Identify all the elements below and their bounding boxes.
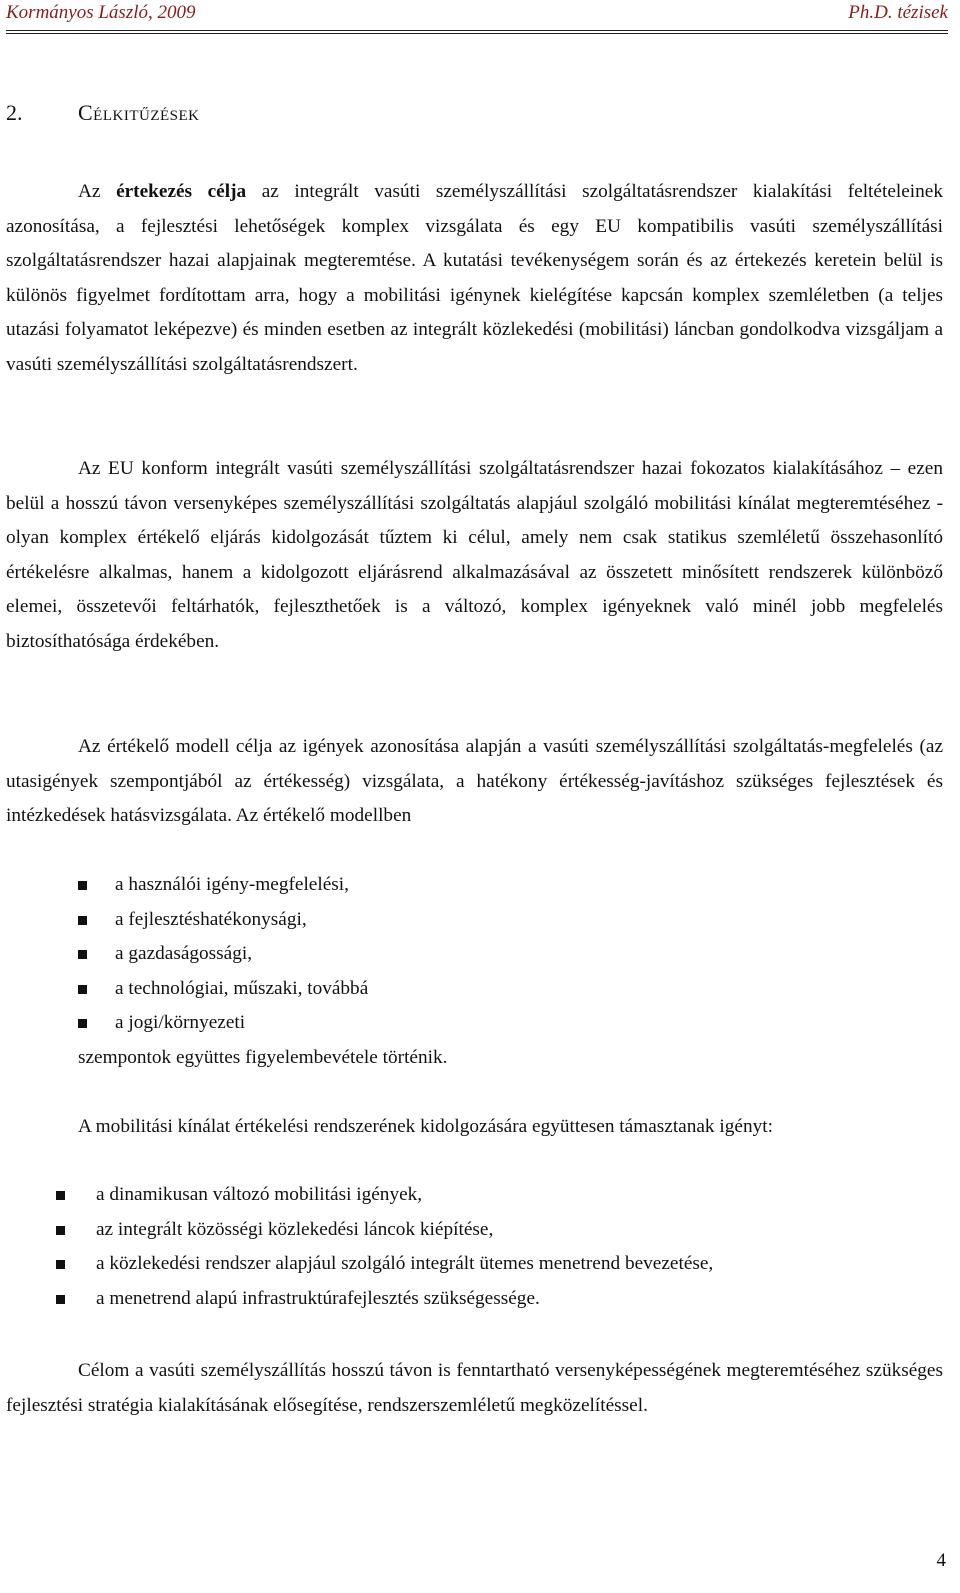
paragraph-evaluation-model: Az értékelő modell célja az igények azonosítása alapján a vasúti személyszállítási szolgáltatás-megfelelés (az utasigények szempontjából az értékesség) vizsgálata, a hatékony értékesség-javításhoz szükséges fejlesztések és intézkedések hatásvizsgálata. Az értékelő modellben [6, 736, 943, 826]
page-number: 4 [936, 1550, 946, 1571]
list-item: a használói igény-megfelelési, [78, 868, 368, 903]
square-bullet-icon [56, 1226, 65, 1235]
evaluation-aspects-list [78, 868, 368, 1041]
list-item: az integrált közösségi közlekedési láncok kiépítése, [56, 1213, 713, 1248]
page-header [6, 0, 954, 30]
square-bullet-icon [78, 950, 87, 959]
section-title: Célkitűzések [78, 100, 200, 125]
list-item: a fejlesztéshatékonysági, [78, 903, 368, 938]
square-bullet-icon [56, 1191, 65, 1200]
square-bullet-icon [78, 916, 87, 925]
paragraph-eu-conform: Az EU konform integrált vasúti személyszállítási szolgáltatásrendszer hazai fokozatos kialakításához – ezen belül a hosszú távon versenyképes személyszállítási szolgáltatás alapjául szolgáló mobilitási kínálat megteremtéséhez - olyan komplex értékelő eljárás kidolgozását tűztem ki célul, amely nem csak statikus szemléletű összehasonlító értékelésre alkalmas, hanem a kidolgozott eljárásrend alkalmazásával az összetett minősített rendszerek különböző elemei, összetevői feltárhatók, fejleszthetőek is a változó, komplex igényeknek való minél jobb megfelelés biztosíthatósága érdekében. [6, 458, 943, 652]
paragraph-goal: Célom a vasúti személyszállítás hosszú távon is fenntartható versenyképességének megteremtéséhez szükséges fejlesztési stratégia kialakításának elősegítése, rendszerszemléletű megközelítéssel. [6, 1360, 943, 1416]
evaluation-aspects-conclusion: szempontok együttes figyelembevétele történik. [78, 1047, 448, 1068]
requirements-list [56, 1178, 713, 1316]
square-bullet-icon [56, 1260, 65, 1269]
square-bullet-icon [78, 881, 87, 890]
paragraph-objective [6, 175, 943, 382]
list-item: a közlekedési rendszer alapjául szolgáló integrált ütemes menetrend bevezetése, [56, 1247, 713, 1282]
list-item: a technológiai, műszaki, továbbá [78, 972, 368, 1007]
paragraph-objective-lead: Az [78, 181, 117, 202]
section-heading [6, 100, 199, 126]
square-bullet-icon [78, 1019, 87, 1028]
paragraph-objective-text: az integrált vasúti személyszállítási szolgáltatásrendszer kialakítási feltételeinek azonosítása, a fejlesztési lehetőségek komplex vizsgálata és egy EU kompatibilis vasúti személyszállítási szolgáltatásrendszer hazai alapjainak megteremtése. A kutatási tevékenységem során és az értekezés keretein belül is különös figyelmet fordítottam arra, hogy a mobilitási igénynek kielégítése kapcsán komplex szemléletben (a teljes utazási folyamatot leképezve) és minden esetben az integrált közlekedési (mobilitási) láncban gondolkodva vizsgáljam a vasúti személyszállítási szolgáltatásrendszert. [6, 181, 943, 375]
header-doc-type: Ph.D. tézisek [848, 2, 948, 23]
list-item: a menetrend alapú infrastruktúrafejlesztés szükségessége. [56, 1282, 713, 1317]
square-bullet-icon [78, 985, 87, 994]
list-item: a gazdaságossági, [78, 937, 368, 972]
paragraph-objective-emphasis: értekezés célja [116, 181, 247, 202]
header-divider [6, 30, 948, 34]
square-bullet-icon [56, 1295, 65, 1304]
list-item: a jogi/környezeti [78, 1006, 368, 1041]
list-item: a dinamikusan változó mobilitási igények, [56, 1178, 713, 1213]
header-author-year: Kormányos László, 2009 [6, 2, 196, 23]
section-number: 2. [6, 100, 23, 125]
paragraph-requirements: A mobilitási kínálat értékelési rendszerének kidolgozására együttesen támasztanak igényt: [78, 1116, 773, 1137]
